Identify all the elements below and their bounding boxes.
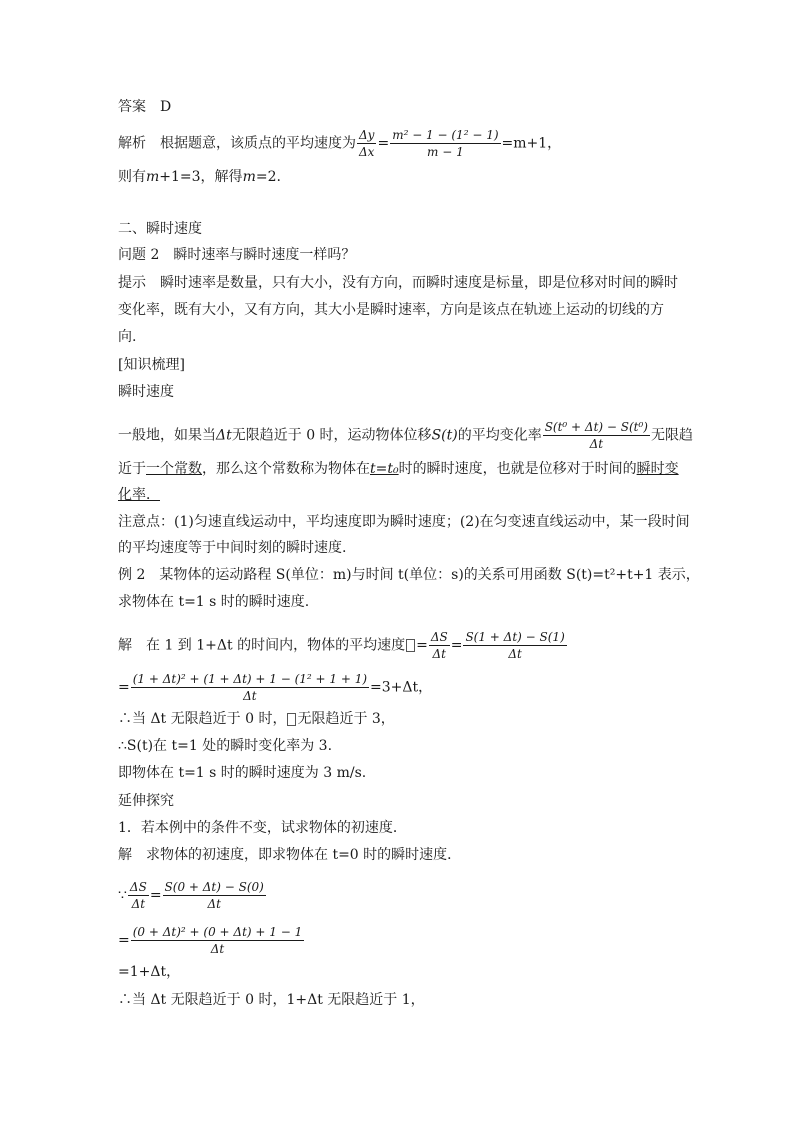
solution-line [118, 672, 432, 703]
avg-velocity-fraction [357, 128, 376, 159]
answer-line [118, 97, 171, 117]
equals-sign: = [118, 932, 130, 949]
underlined-term: t=t₀ [370, 461, 399, 477]
extension-solution-line: ∴当 Δt 无限趋近于 0 时，1+Δt 无限趋近于 1， [118, 992, 425, 1008]
note-line: 注意点：(1)匀速直线运动中，平均速度即为瞬时速度；(2)在匀变速直线运动中，某一段时间 [118, 514, 690, 530]
def-text: 的平均变化率 [457, 427, 542, 444]
knowledge-subtitle: 瞬时速度 [118, 384, 174, 400]
solution-line: 即物体在 t=1 s 时的瞬时速度为 3 m/s. [118, 765, 367, 781]
solution-text: 求物体的初速度，即求物体在 t=0 时的瞬时速度． [146, 847, 462, 863]
underlined-term: 化率． [118, 487, 160, 503]
extension-question: 1．若本例中的条件不变，试求物体的初速度． [118, 820, 407, 836]
fraction-numerator: ΔS [129, 880, 147, 894]
underlined-term: 一个常数 [146, 461, 202, 477]
because-symbol: ∵ [118, 887, 127, 904]
definition-line [118, 485, 160, 505]
fraction-numerator: (0 + Δt)² + (0 + Δt) + 1 − 1 [132, 925, 303, 939]
fraction-denominator: Δt [210, 942, 225, 956]
v-bar-symbol-icon [406, 639, 415, 652]
math-var: Δt [216, 427, 232, 444]
analysis-label: 解析 [118, 135, 146, 152]
def-text: ，那么这个常数称为物体在 [202, 461, 370, 477]
note-line: 的平均速度等于中间时刻的瞬时速度. [118, 540, 347, 556]
answer-label: 答案 [118, 99, 146, 115]
result-end: =2. [255, 169, 281, 185]
expansion-fraction [131, 672, 369, 703]
fraction-numerator: m² − 1 − (1² − 1) [392, 128, 499, 142]
definition-line [118, 459, 679, 479]
fraction-numerator: ΔS [430, 630, 448, 644]
solution-label: 解 [118, 637, 132, 654]
math-var: S(t) [431, 427, 458, 444]
expansion-fraction [131, 925, 304, 956]
extension-solution-line [118, 880, 267, 911]
knowledge-tag: [知识梳理] [118, 357, 185, 373]
expression-fraction [390, 128, 500, 159]
fraction-denominator: m − 1 [427, 145, 464, 159]
fraction-denominator: Δt [432, 647, 447, 661]
fraction-numerator: (1 + Δt)² + (1 + Δt) + 1 − (1² + 1 + 1) [132, 672, 368, 686]
underlined-term: 瞬时变 [636, 461, 679, 477]
solution-line [118, 630, 568, 661]
analysis-tail: =m+1， [501, 135, 562, 152]
def-text: 近于 [118, 461, 146, 477]
solution-text: 在 1 到 1+Δt 的时间内，物体的平均速度 [146, 637, 406, 654]
var-m: m [146, 169, 160, 185]
analysis-line [118, 128, 561, 159]
question-line [118, 245, 355, 265]
hint-line: 向. [118, 329, 137, 345]
delta-s-fraction [429, 630, 450, 661]
equals-sign: = [118, 679, 130, 696]
fraction-denominator: Δt [131, 897, 146, 911]
fraction-denominator: Δx [359, 145, 375, 159]
fraction-denominator: Δt [207, 897, 221, 911]
section-title: 二、瞬时速度 [118, 221, 202, 237]
equals-sign: = [450, 637, 463, 654]
def-text: 无限趋 [651, 427, 693, 444]
extension-solution-line [118, 845, 461, 865]
hint-text: 瞬时速率是数量，只有大小，没有方向，而瞬时速度是标量，即是位移对时间的瞬时 [160, 275, 678, 291]
extension-title: 延伸探究 [118, 793, 174, 809]
difference-fraction [463, 630, 566, 661]
solution-text: ∴当 Δt 无限趋近于 0 时， [118, 711, 287, 727]
question-label: 问题 2 [118, 247, 160, 263]
equals-sign: = [416, 637, 428, 654]
solution-line [118, 709, 395, 729]
example-line: 求物体在 t=1 s 时的瞬时速度. [118, 594, 310, 610]
solution-line: ∴S(t)在 t=1 处的瞬时变化率为 3. [118, 738, 333, 754]
difference-fraction [163, 880, 266, 911]
fraction-denominator: Δt [243, 689, 257, 703]
var-m: m [242, 169, 256, 185]
fraction-numerator: S(1 + Δt) − S(1) [465, 630, 565, 644]
def-text: 时的瞬时速度，也就是位移对于时间的 [398, 461, 637, 477]
fraction-denominator: Δt [589, 437, 604, 451]
question-text: 瞬时速率与瞬时速度一样吗？ [173, 247, 356, 263]
example-line: 例 2 某物体的运动路程 S(单位：m)与时间 t(单位：s)的关系可用函数 S(t)=t²+t+1 表示， [118, 567, 700, 583]
definition-line [118, 420, 693, 451]
equals-sign: = [377, 135, 390, 152]
rate-fraction [543, 420, 650, 451]
def-text: 无限趋近于 0 时，运动物体位移 [231, 427, 432, 444]
delta-s-fraction [128, 880, 149, 911]
result-pre: 则有 [118, 169, 146, 185]
solution-text: 无限趋近于 3， [297, 711, 395, 727]
hint-label: 提示 [118, 275, 146, 291]
equals-sign: = [149, 887, 162, 904]
extension-solution-line: =1+Δt， [118, 964, 181, 980]
fraction-denominator: Δt [508, 647, 522, 661]
hint-line: 变化率，既有大小，又有方向，其大小是瞬时速率，方向是该点在轨迹上运动的切线的方 [118, 302, 664, 318]
hint-line [118, 273, 678, 293]
analysis-text: 根据题意，该质点的平均速度为 [160, 135, 356, 152]
result-mid: +1=3，解得 [159, 169, 243, 185]
answer-value: D [160, 99, 172, 115]
solution-text: =3+Δt， [370, 679, 433, 696]
fraction-numerator: S(t⁰ + Δt) − S(t⁰) [544, 420, 648, 434]
solution-label: 解 [118, 847, 132, 863]
v-bar-symbol-icon [287, 713, 296, 726]
extension-solution-line [118, 925, 305, 956]
result-line [118, 167, 281, 187]
fraction-numerator: S(0 + Δt) − S(0) [164, 880, 264, 894]
def-text: 一般地，如果当 [118, 427, 216, 444]
fraction-numerator: Δy [359, 128, 375, 142]
